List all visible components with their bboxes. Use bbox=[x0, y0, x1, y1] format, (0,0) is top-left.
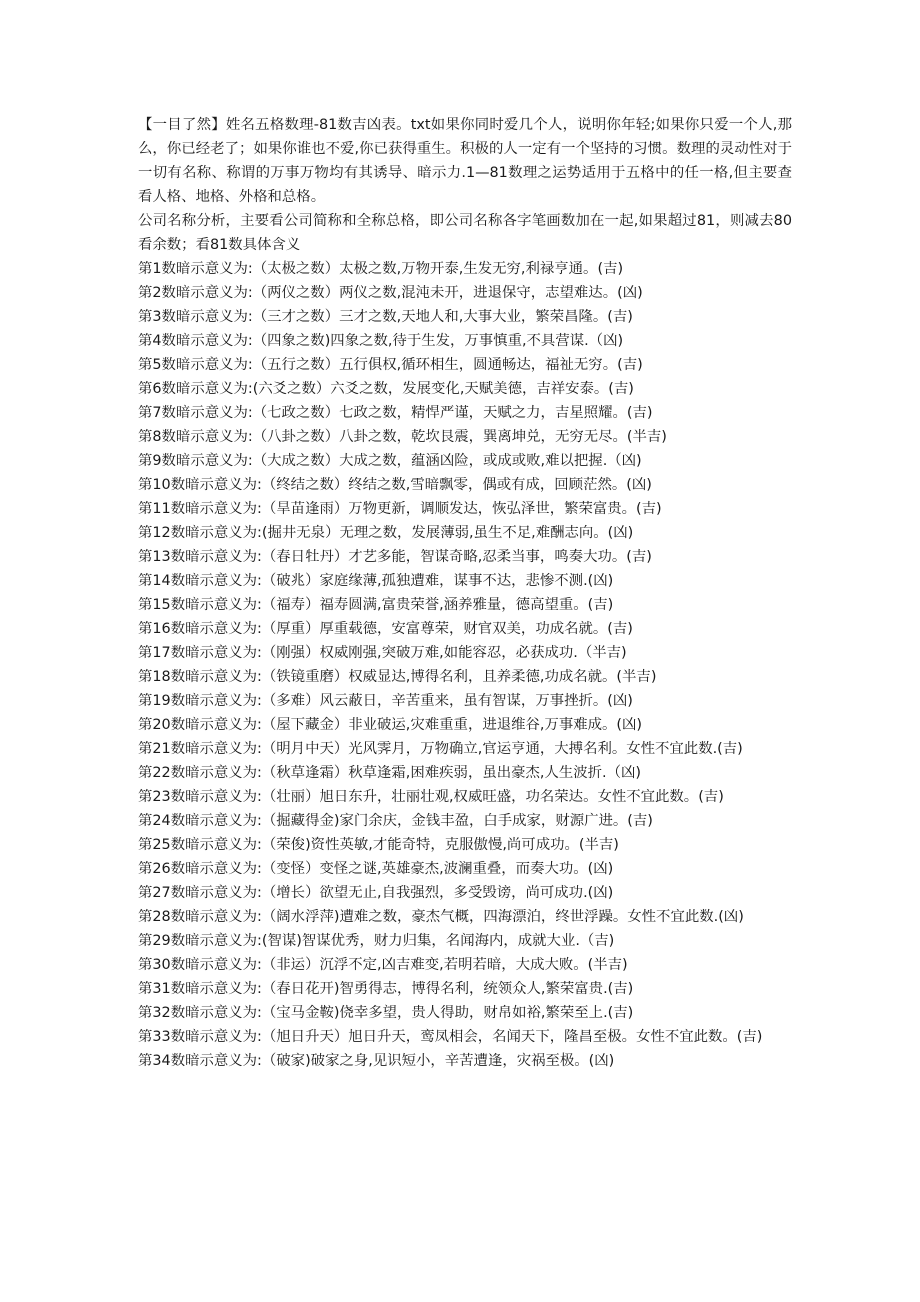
intro-paragraph: 【一目了然】姓名五格数理-81数吉凶表。txt如果你同时爱几个人，说明你年轻;如果你只爱一个人,那么，你已经老了；如果你谁也不爱,你已获得重生。积极的人一定有一个坚持的习惯。数理的灵动性对于一切有名称、称谓的万事万物均有其诱导、暗示力.1—81数理之运势适用于五格中的任一格,但主要查看人格、地格、外格和总格。 bbox=[138, 117, 792, 205]
list-item: 第33数暗示意义为:（旭日升天）旭日升天，鸾凤相会，名闻天下，隆昌至极。女性不宜此数。(吉) bbox=[138, 1029, 763, 1045]
list-item: 第19数暗示意义为:（多难）风云蔽日，辛苦重来，虽有智谋，万事挫折。(凶) bbox=[138, 693, 633, 709]
list-item: 第24数暗示意义为:（掘藏得金)家门余庆，金钱丰盈，白手成家，财源广进。(吉) bbox=[138, 813, 653, 829]
list-item: 第10数暗示意义为:（终结之数）终结之数,雪暗飘零，偶或有成，回顾茫然。(凶) bbox=[138, 477, 652, 493]
list-item: 第18数暗示意义为:（铁镜重磨）权威显达,博得名利，且养柔德,功成名就。(半吉) bbox=[138, 669, 657, 685]
list-item: 第8数暗示意义为:（八卦之数）八卦之数，乾坎艮震，巽离坤兑，无穷无尽。(半吉) bbox=[138, 429, 667, 445]
list-item: 第15数暗示意义为:（福寿）福寿圆满,富贵荣誉,涵养雅量，德高望重。(吉) bbox=[138, 597, 614, 613]
list-item: 第27数暗示意义为:（增长）欲望无止,自我强烈，多受毁谤，尚可成功.(凶) bbox=[138, 885, 614, 901]
list-item: 第12数暗示意义为:(掘井无泉）无理之数，发展薄弱,虽生不足,难酬志向。(凶) bbox=[138, 525, 634, 541]
list-item: 第30数暗示意义为:（非运）沉浮不定,凶吉难变,若明若暗，大成大败。(半吉) bbox=[138, 957, 628, 973]
list-item: 第5数暗示意义为:（五行之数）五行俱权,循环相生，圆通畅达，福祉无穷。(吉) bbox=[138, 357, 643, 373]
list-item: 第16数暗示意义为:（厚重）厚重载德，安富尊荣，财官双美，功成名就。(吉) bbox=[138, 621, 633, 637]
list-item: 第9数暗示意义为:（大成之数）大成之数，蕴涵凶险，或成或败,难以把握.（凶) bbox=[138, 453, 642, 469]
list-item: 第4数暗示意义为:（四象之数)四象之数,待于生发，万事慎重,不具营谋.（凶) bbox=[138, 333, 624, 349]
entry-list bbox=[138, 257, 792, 1073]
list-item: 第13数暗示意义为:（春日牡丹）才艺多能，智谋奇略,忍柔当事，鸣奏大功。(吉) bbox=[138, 549, 652, 565]
company-note-paragraph: 公司名称分析，主要看公司简称和全称总格，即公司名称各字笔画数加在一起,如果超过81，则减去80看余数；看81数具体含义 bbox=[138, 213, 792, 253]
list-item: 第34数暗示意义为:（破家)破家之身,见识短小，辛苦遭逢，灾祸至极。(凶) bbox=[138, 1053, 615, 1069]
list-item: 第22数暗示意义为:（秋草逢霜）秋草逢霜,困难疾弱，虽出豪杰,人生波折.（凶) bbox=[138, 765, 641, 781]
list-item: 第20数暗示意义为:（屋下藏金）非业破运,灾难重重，进退维谷,万事难成。(凶) bbox=[138, 717, 643, 733]
list-item: 第3数暗示意义为:（三才之数）三才之数,天地人和,大事大业，繁荣昌隆。(吉) bbox=[138, 309, 633, 325]
list-item: 第28数暗示意义为:（阔水浮萍)遭难之数，豪杰气概，四海漂泊，终世浮躁。女性不宜此数.(凶) bbox=[138, 909, 744, 925]
list-item: 第25数暗示意义为:（荣俊)资性英敏,才能奇特，克服傲慢,尚可成功。(半吉) bbox=[138, 837, 619, 853]
list-item: 第32数暗示意义为:（宝马金鞍)侥幸多望，贵人得助，财帛如裕,繁荣至上.(吉) bbox=[138, 1005, 634, 1021]
document-body bbox=[138, 113, 792, 1073]
list-item: 第14数暗示意义为:（破兆）家庭缘薄,孤独遭难，谋事不达，悲惨不测.(凶) bbox=[138, 573, 614, 589]
list-item: 第1数暗示意义为:（太极之数）太极之数,万物开泰,生发无穷,利禄亨通。(吉) bbox=[138, 261, 624, 277]
list-item: 第2数暗示意义为:（两仪之数）两仪之数,混沌未开，进退保守，志望难达。(凶) bbox=[138, 285, 643, 301]
list-item: 第23数暗示意义为:（壮丽）旭日东升，壮丽壮观,权威旺盛，功名荣达。女性不宜此数。(吉) bbox=[138, 789, 724, 805]
list-item: 第26数暗示意义为:（变怪）变怪之谜,英雄豪杰,波澜重叠，而奏大功。(凶) bbox=[138, 861, 614, 877]
list-item: 第21数暗示意义为:（明月中天）光风霁月，万物确立,官运亨通，大搏名利。女性不宜此数.(吉) bbox=[138, 741, 743, 757]
list-item: 第11数暗示意义为:（旱苗逢雨）万物更新，调顺发达，恢弘泽世，繁荣富贵。(吉) bbox=[138, 501, 662, 517]
list-item: 第17数暗示意义为:（刚强）权威刚强,突破万难,如能容忍，必获成功.（半吉) bbox=[138, 645, 627, 661]
list-item: 第7数暗示意义为:（七政之数）七政之数，精悍严谨，天赋之力，吉星照耀。(吉) bbox=[138, 405, 653, 421]
list-item: 第29数暗示意义为:(智谋)智谋优秀，财力归集，名闻海内，成就大业.（吉) bbox=[138, 933, 615, 949]
list-item: 第6数暗示意义为:(六爻之数）六爻之数，发展变化,天赋美德，吉祥安泰。(吉) bbox=[138, 381, 634, 397]
list-item: 第31数暗示意义为:（春日花开)智勇得志，博得名利，统领众人,繁荣富贵.(吉) bbox=[138, 981, 634, 997]
